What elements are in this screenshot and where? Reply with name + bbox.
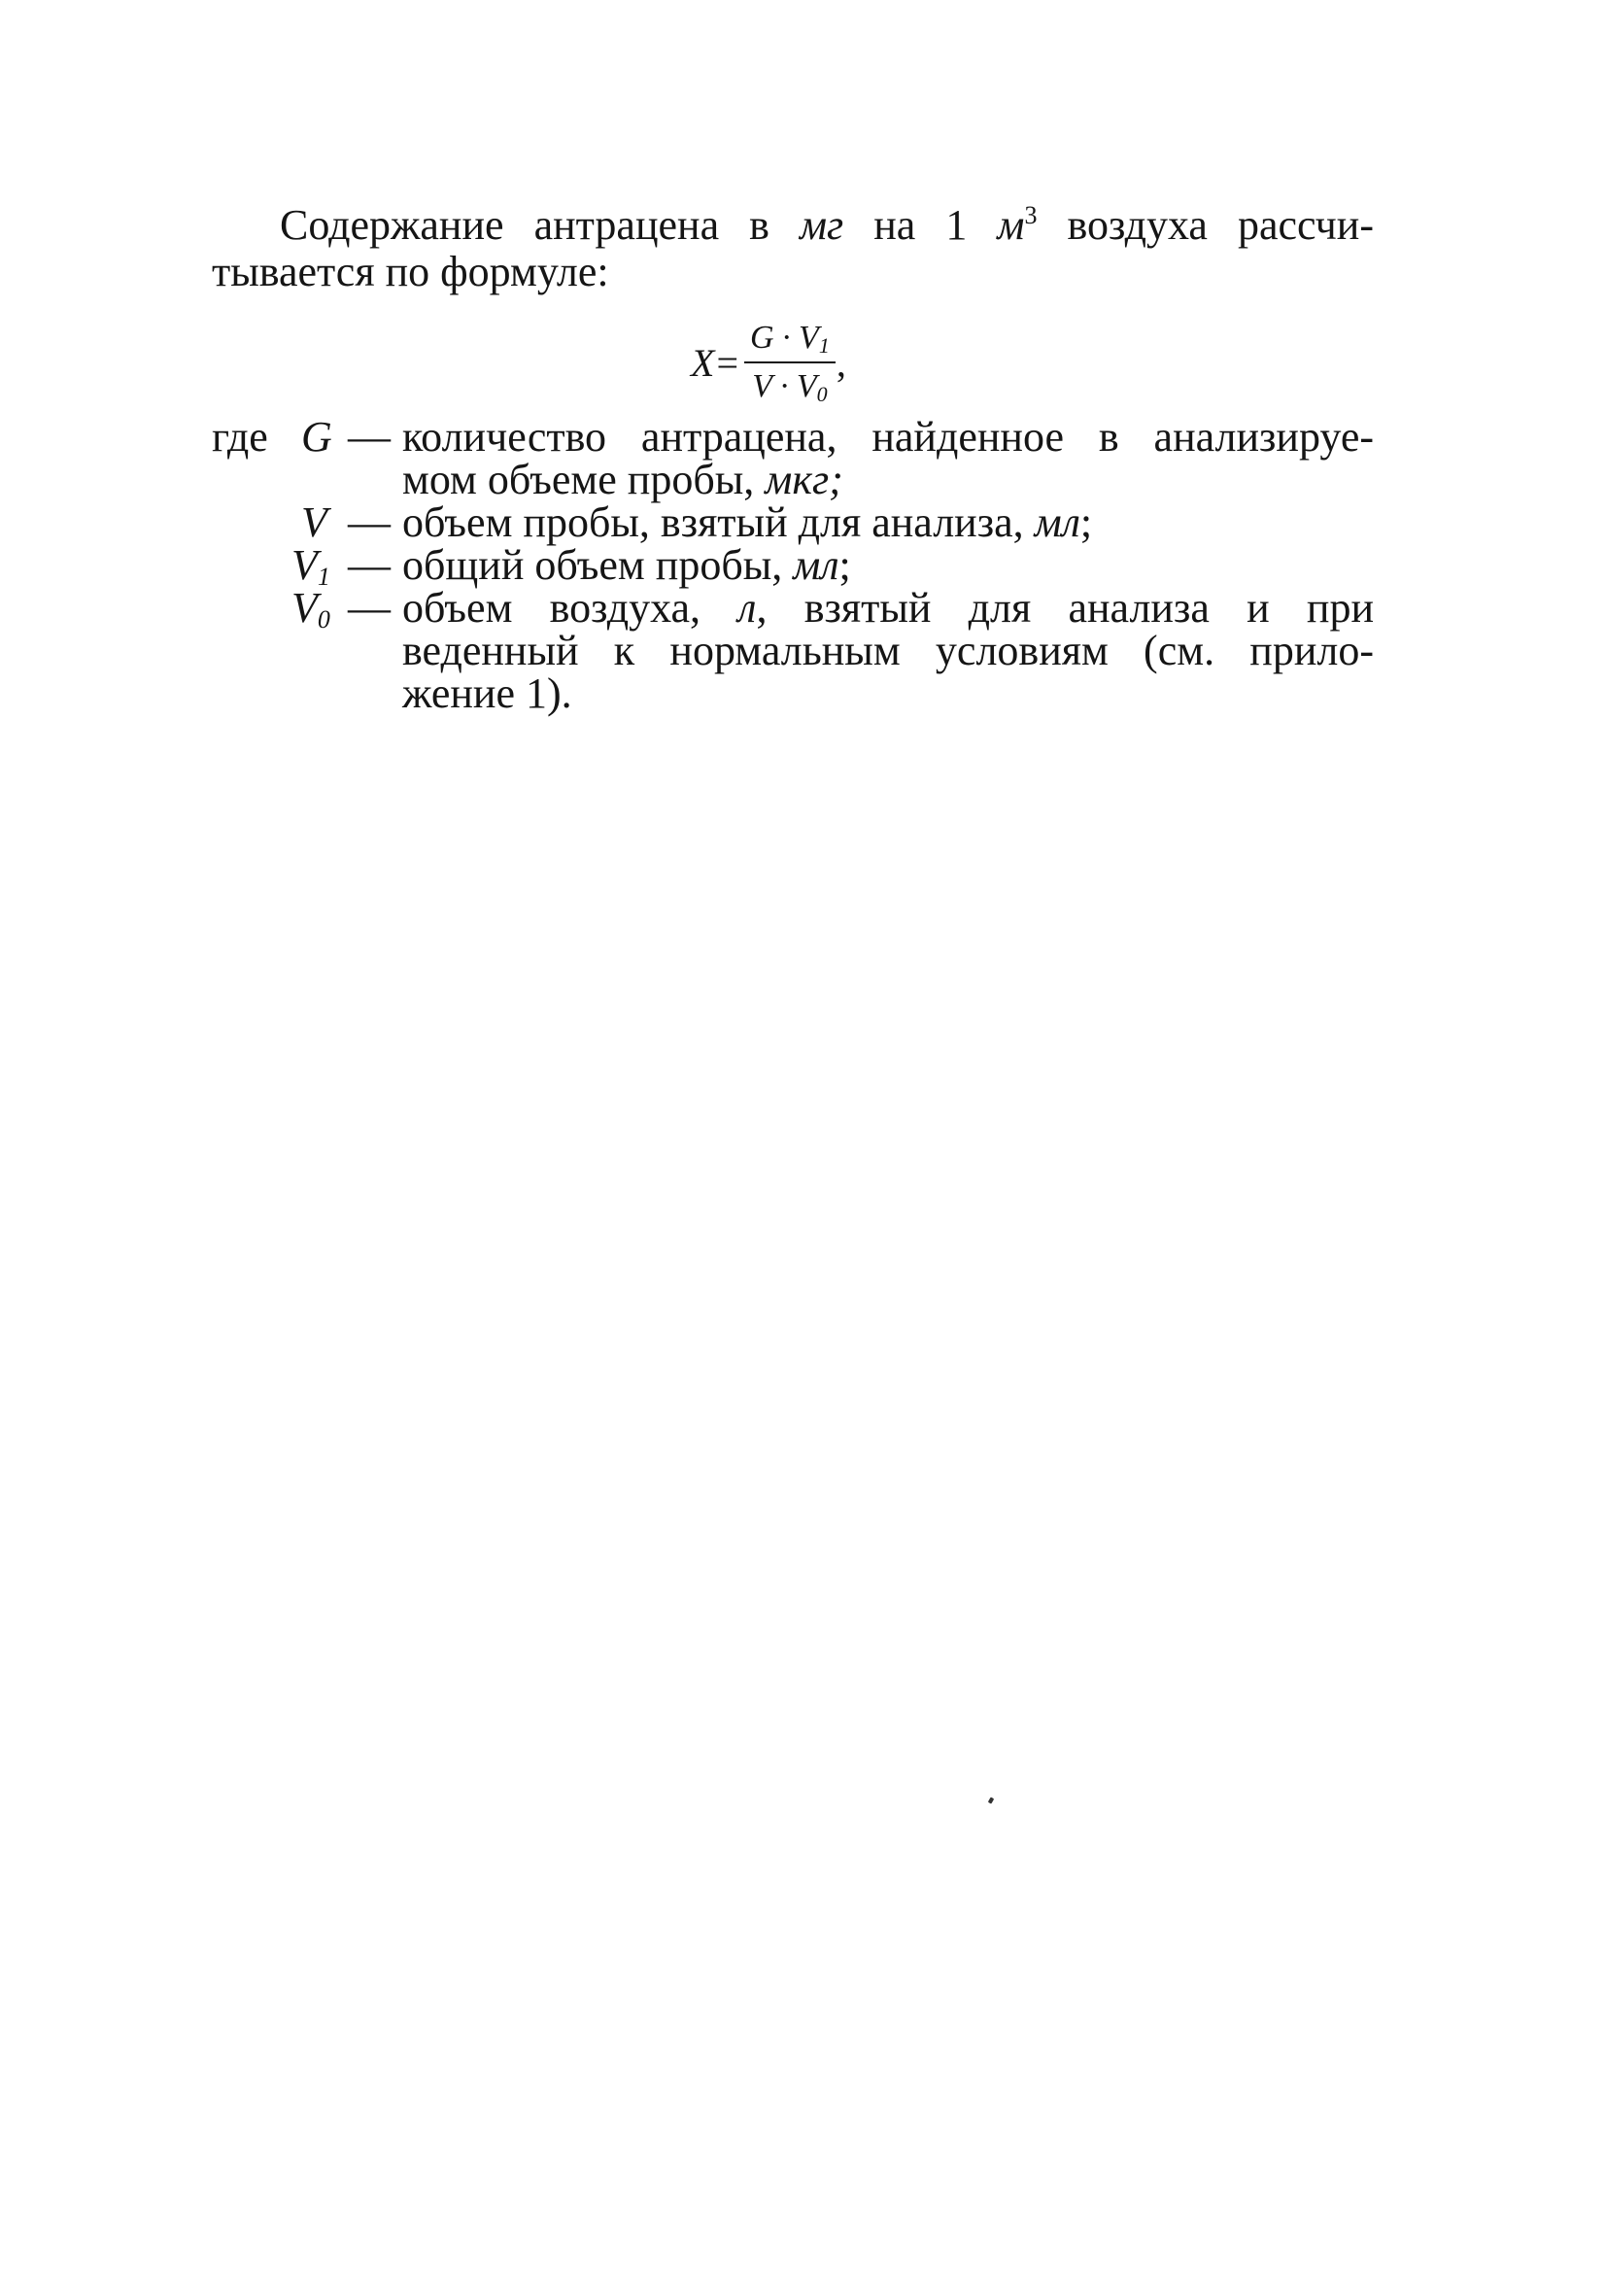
definition-dash: — bbox=[348, 541, 391, 589]
symbol-subscript: 1 bbox=[317, 563, 330, 591]
definition-symbol bbox=[291, 584, 330, 634]
definition-item bbox=[212, 498, 1374, 546]
definition-dash: — bbox=[348, 413, 391, 461]
unit-m: м bbox=[997, 201, 1025, 249]
definition-text: мом объеме пробы, bbox=[402, 456, 766, 503]
formula-denominator bbox=[746, 363, 833, 406]
definition-symbol bbox=[291, 541, 330, 591]
definition-text: , взятый для анализа и при bbox=[756, 584, 1374, 632]
formula bbox=[691, 309, 846, 416]
formula-numerator bbox=[744, 319, 836, 361]
definition-continuation bbox=[212, 627, 1374, 674]
definition-text-line bbox=[402, 456, 1374, 503]
definition-dash: — bbox=[348, 584, 391, 632]
denominator-subscript: 0 bbox=[816, 382, 828, 406]
definition-text: общий объем пробы, bbox=[402, 541, 794, 589]
definition-unit: мл bbox=[793, 541, 839, 589]
definitions-list bbox=[212, 413, 1374, 717]
denominator-text: V · V bbox=[752, 368, 817, 404]
numerator-text: G · V bbox=[750, 320, 819, 356]
paragraph-line-1 bbox=[212, 202, 1374, 249]
definition-unit: л bbox=[737, 584, 757, 632]
definition-item bbox=[212, 413, 1374, 461]
definition-text-line bbox=[402, 541, 1374, 589]
numerator-subscript: 1 bbox=[818, 333, 830, 358]
definition-text: объем пробы, взятый для анализа, bbox=[402, 498, 1035, 546]
text-run: Содержание антрацена в bbox=[280, 201, 800, 249]
intro-paragraph bbox=[212, 202, 1374, 295]
definition-text-line bbox=[402, 498, 1374, 546]
definition-item bbox=[212, 541, 1374, 591]
formula-lhs: X bbox=[691, 340, 715, 385]
symbol-subscript: 0 bbox=[317, 605, 330, 634]
unit-mg: мг bbox=[799, 201, 844, 249]
symbol-letter: V bbox=[291, 541, 318, 589]
definition-symbol: V bbox=[301, 498, 327, 546]
formula-comma: , bbox=[836, 340, 846, 385]
scan-speck bbox=[988, 1797, 994, 1803]
formula-fraction bbox=[744, 319, 836, 406]
definition-dash: — bbox=[348, 498, 391, 546]
paragraph-text bbox=[212, 202, 1374, 295]
text-run: на 1 bbox=[843, 201, 998, 249]
definition-punctuation: ; bbox=[1079, 498, 1093, 546]
formula-equals: = bbox=[716, 340, 738, 385]
definition-unit: мл bbox=[1034, 498, 1080, 546]
definition-text-line bbox=[402, 584, 1374, 632]
definition-text: количество антрацена, найденное в анализируе- bbox=[402, 413, 1374, 461]
definition-text: объем воздуха, bbox=[402, 584, 738, 632]
definition-text: веденный к нормальным условиям (см. прило- bbox=[402, 627, 1374, 674]
definition-continuation bbox=[212, 456, 1374, 503]
definition-unit: мкг; bbox=[765, 456, 843, 503]
text-run: воздуха рассчи- bbox=[1037, 201, 1374, 249]
symbol-letter: V bbox=[291, 584, 318, 632]
paragraph-line-2: тывается по формуле: bbox=[212, 248, 609, 295]
definition-symbol: G bbox=[301, 413, 332, 461]
definition-continuation bbox=[212, 669, 1374, 717]
definition-item bbox=[212, 584, 1374, 634]
unit-exponent: 3 bbox=[1024, 201, 1038, 229]
definitions-intro: где bbox=[212, 413, 268, 461]
definition-text: жение 1). bbox=[402, 669, 572, 717]
definition-punctuation: ; bbox=[838, 541, 851, 589]
